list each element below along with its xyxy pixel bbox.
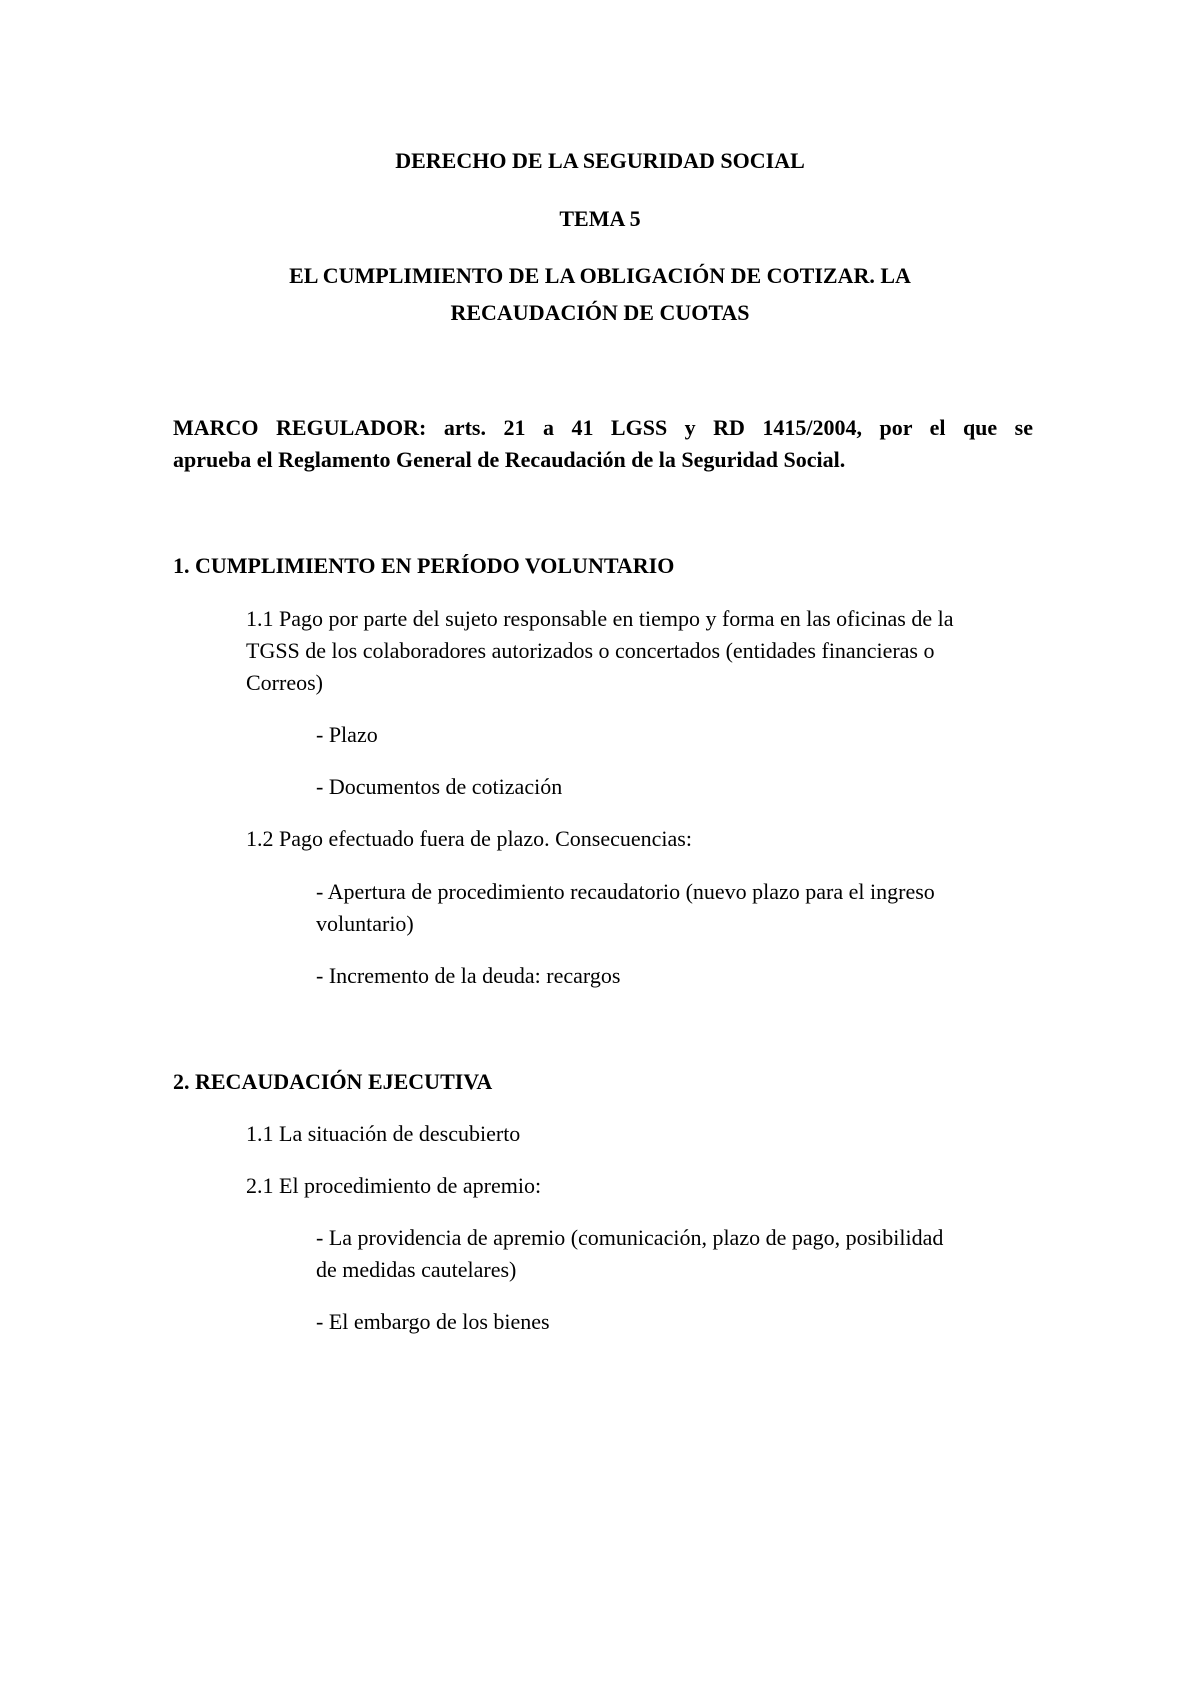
item-1-1-line-3: Correos): [246, 670, 323, 695]
item-1-2: 1.2 Pago efectuado fuera de plazo. Consecuencias:: [246, 826, 692, 851]
item-1-1-line-2: TGSS de los colaboradores autorizados o concertados (entidades financieras o: [246, 638, 935, 663]
bullet-embargo: - El embargo de los bienes: [316, 1309, 550, 1334]
bullet-documentos: - Documentos de cotización: [316, 774, 563, 799]
section-2-heading: 2. RECAUDACIÓN EJECUTIVA: [173, 1069, 493, 1094]
section-1-heading: 1. CUMPLIMIENTO EN PERÍODO VOLUNTARIO: [173, 553, 675, 578]
bullet-plazo: - Plazo: [316, 722, 378, 747]
bullet-incremento: - Incremento de la deuda: recargos: [316, 963, 621, 988]
document-title: DERECHO DE LA SEGURIDAD SOCIAL: [395, 148, 805, 173]
item-2-procedimiento: 2.1 El procedimiento de apremio:: [246, 1173, 542, 1198]
marco-regulador-line-2: aprueba el Reglamento General de Recaudación de la Seguridad Social.: [173, 447, 846, 472]
bullet-providencia-line-1: - La providencia de apremio (comunicación, plazo de pago, posibilidad: [316, 1225, 944, 1250]
item-1-1-line-1: 1.1 Pago por parte del sujeto responsable en tiempo y forma en las oficinas de la: [246, 606, 954, 631]
item-2-situacion: 1.1 La situación de descubierto: [246, 1121, 521, 1146]
marco-regulador-line-1: MARCO REGULADOR: arts. 21 a 41 LGSS y RD 1415/2004, por el que se: [173, 415, 1033, 440]
tema-number: TEMA 5: [559, 206, 641, 231]
tema-title-line-2: RECAUDACIÓN DE CUOTAS: [450, 300, 750, 325]
bullet-providencia-line-2: de medidas cautelares): [316, 1257, 517, 1282]
bullet-apertura-line-2: voluntario): [316, 911, 414, 936]
tema-title-line-1: EL CUMPLIMIENTO DE LA OBLIGACIÓN DE COTIZAR. LA: [289, 263, 911, 288]
bullet-apertura-line-1: - Apertura de procedimiento recaudatorio (nuevo plazo para el ingreso: [316, 879, 935, 904]
